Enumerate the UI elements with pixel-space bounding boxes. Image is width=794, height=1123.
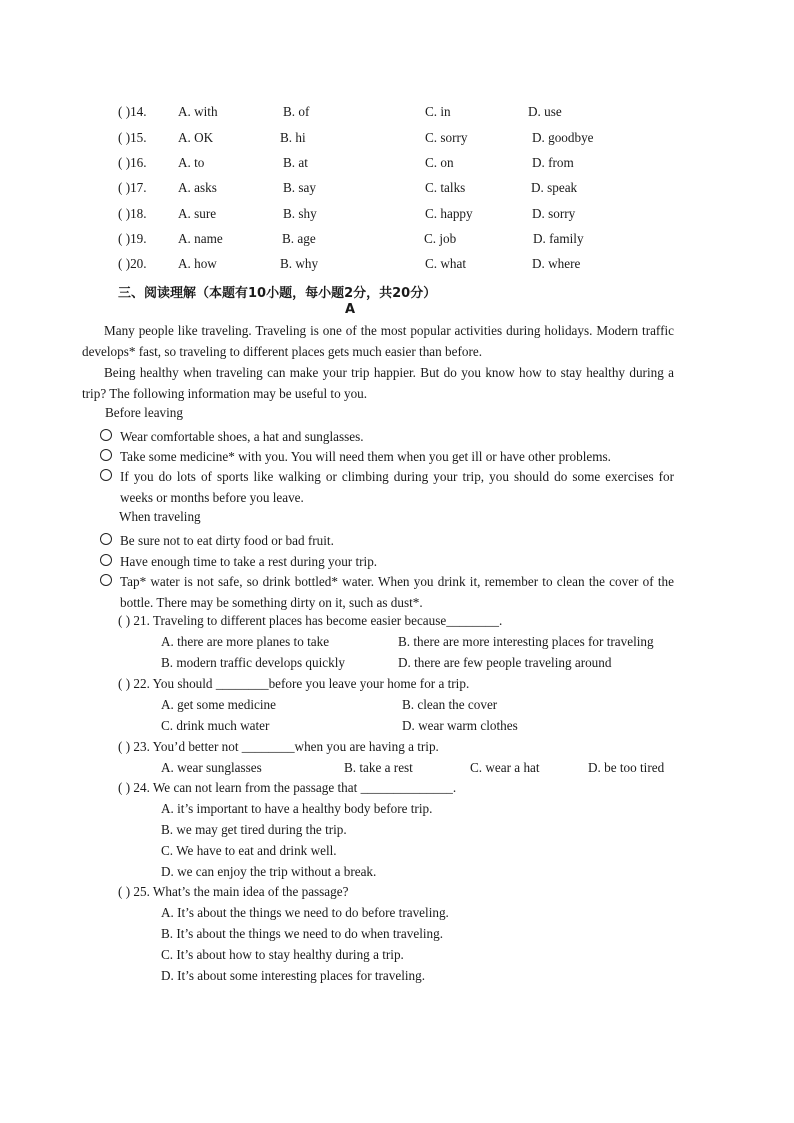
- cloze-row: [0, 104, 794, 122]
- list-item-text: If you do lots of sports like walking or climbing during your trip, you should do some exercises for weeks or months before you leave.: [120, 469, 674, 505]
- cloze-option-c: C. happy: [425, 206, 473, 221]
- cloze-option-c: C. on: [425, 155, 454, 170]
- cloze-option-c: C. what: [425, 256, 467, 271]
- question-25-option-d: D. It’s about some interesting places for traveling.: [161, 968, 426, 983]
- cloze-number: ( )14.: [118, 104, 147, 119]
- cloze-option-d: D. sorry: [532, 206, 576, 221]
- cloze-option-c: C. talks: [425, 180, 466, 195]
- cloze-row: [0, 256, 794, 274]
- cloze-number: ( )18.: [118, 206, 147, 221]
- cloze-row: [0, 130, 794, 148]
- question-21-option-d: D. there are few people traveling around: [398, 655, 612, 670]
- cloze-number: ( )20.: [118, 256, 147, 271]
- cloze-option-a: A. asks: [178, 180, 217, 195]
- when-traveling-heading: When traveling: [119, 509, 201, 524]
- before-leaving-heading: Before leaving: [105, 405, 183, 420]
- list-item-text: Tap* water is not safe, so drink bottled* water. When you drink it, remember to clean the cover of the bottle. There may be something dirty on it, such as dust*.: [120, 574, 674, 610]
- cloze-number: ( )16.: [118, 155, 147, 170]
- cloze-option-a: A. with: [178, 104, 218, 119]
- list-item-text: Have enough time to take a rest during your trip.: [120, 554, 378, 569]
- question-23-stem: ( ) 23. You’d better not ________when you are having a trip.: [118, 739, 439, 754]
- question-23-option-d: D. be too tired: [588, 760, 665, 775]
- circle-bullet-icon: [100, 574, 112, 586]
- cloze-option-b: B. of: [283, 104, 310, 119]
- question-22-option-a: A. get some medicine: [161, 697, 276, 712]
- list-item-text: Be sure not to eat dirty food or bad fruit.: [120, 533, 334, 548]
- question-22-option-b: B. clean the cover: [402, 697, 498, 712]
- cloze-option-d: D. goodbye: [532, 130, 594, 145]
- cloze-option-a: A. how: [178, 256, 217, 271]
- cloze-option-b: B. shy: [283, 206, 317, 221]
- cloze-number: ( )17.: [118, 180, 147, 195]
- cloze-number: ( )15.: [118, 130, 147, 145]
- question-25-option-a: A. It’s about the things we need to do before traveling.: [161, 905, 449, 920]
- question-22-option-c: C. drink much water: [161, 718, 270, 733]
- cloze-option-a: A. OK: [178, 130, 214, 145]
- circle-bullet-icon: [100, 449, 112, 461]
- question-23-option-a: A. wear sunglasses: [161, 760, 262, 775]
- question-22-option-d: D. wear warm clothes: [402, 718, 518, 733]
- cloze-option-c: C. job: [424, 231, 457, 246]
- paragraph-2: Being healthy when traveling can make your trip happier. But do you know how to stay healthy during a trip? The following information may be useful to you.: [82, 365, 674, 401]
- question-22-stem: ( ) 22. You should ________before you leave your home for a trip.: [118, 676, 470, 691]
- question-24-option-c: C. We have to eat and drink well.: [161, 843, 337, 858]
- cloze-option-b: B. why: [280, 256, 319, 271]
- question-24-stem: ( ) 24. We can not learn from the passage that ______________.: [118, 780, 457, 795]
- question-21-option-b: B. there are more interesting places for traveling: [398, 634, 654, 649]
- question-25-option-c: C. It’s about how to stay healthy during a trip.: [161, 947, 404, 962]
- cloze-option-d: D. family: [533, 231, 584, 246]
- cloze-option-d: D. use: [528, 104, 562, 119]
- cloze-option-b: B. age: [282, 231, 316, 246]
- question-24-option-a: A. it’s important to have a healthy body before trip.: [161, 801, 433, 816]
- circle-bullet-icon: [100, 533, 112, 545]
- question-25-stem: ( ) 25. What’s the main idea of the passage?: [118, 884, 349, 899]
- circle-bullet-icon: [100, 469, 112, 481]
- question-21-option-c: B. modern traffic develops quickly: [161, 655, 345, 670]
- list-item-text: Take some medicine* with you. You will need them when you get ill or have other problems.: [120, 449, 611, 464]
- cloze-option-d: D. speak: [531, 180, 578, 195]
- cloze-row: [0, 155, 794, 173]
- question-21-option-a: A. there are more planes to take: [161, 634, 330, 649]
- cloze-option-d: D. where: [532, 256, 581, 271]
- question-23-option-c: C. wear a hat: [470, 760, 540, 775]
- cloze-option-d: D. from: [532, 155, 574, 170]
- circle-bullet-icon: [100, 429, 112, 441]
- paragraph-1: Many people like traveling. Traveling is one of the most popular activities during holidays. Modern traffic develops* fast, so traveling to different places gets much easier than before.: [82, 323, 674, 359]
- cloze-option-a: A. to: [178, 155, 205, 170]
- cloze-row: [0, 180, 794, 198]
- cloze-number: ( )19.: [118, 231, 147, 246]
- cloze-row: [0, 206, 794, 224]
- cloze-row: [0, 231, 794, 249]
- cloze-option-c: C. sorry: [425, 130, 468, 145]
- question-23-option-b: B. take a rest: [344, 760, 413, 775]
- cloze-option-b: B. at: [283, 155, 308, 170]
- section-title: 三、阅读理解（本题有10小题，每小题2分，共20分）: [118, 286, 437, 301]
- circle-bullet-icon: [100, 554, 112, 566]
- cloze-option-b: B. hi: [280, 130, 306, 145]
- question-21-stem: ( ) 21. Traveling to different places has become easier because________.: [118, 613, 503, 628]
- question-24-option-d: D. we can enjoy the trip without a break.: [161, 864, 377, 879]
- question-24-option-b: B. we may get tired during the trip.: [161, 822, 347, 837]
- list-item-text: Wear comfortable shoes, a hat and sunglasses.: [120, 429, 364, 444]
- question-25-option-b: B. It’s about the things we need to do when traveling.: [161, 926, 444, 941]
- passage-label: A: [344, 302, 356, 317]
- cloze-option-c: C. in: [425, 104, 451, 119]
- cloze-option-a: A. name: [178, 231, 223, 246]
- cloze-option-b: B. say: [283, 180, 316, 195]
- cloze-option-a: A. sure: [178, 206, 217, 221]
